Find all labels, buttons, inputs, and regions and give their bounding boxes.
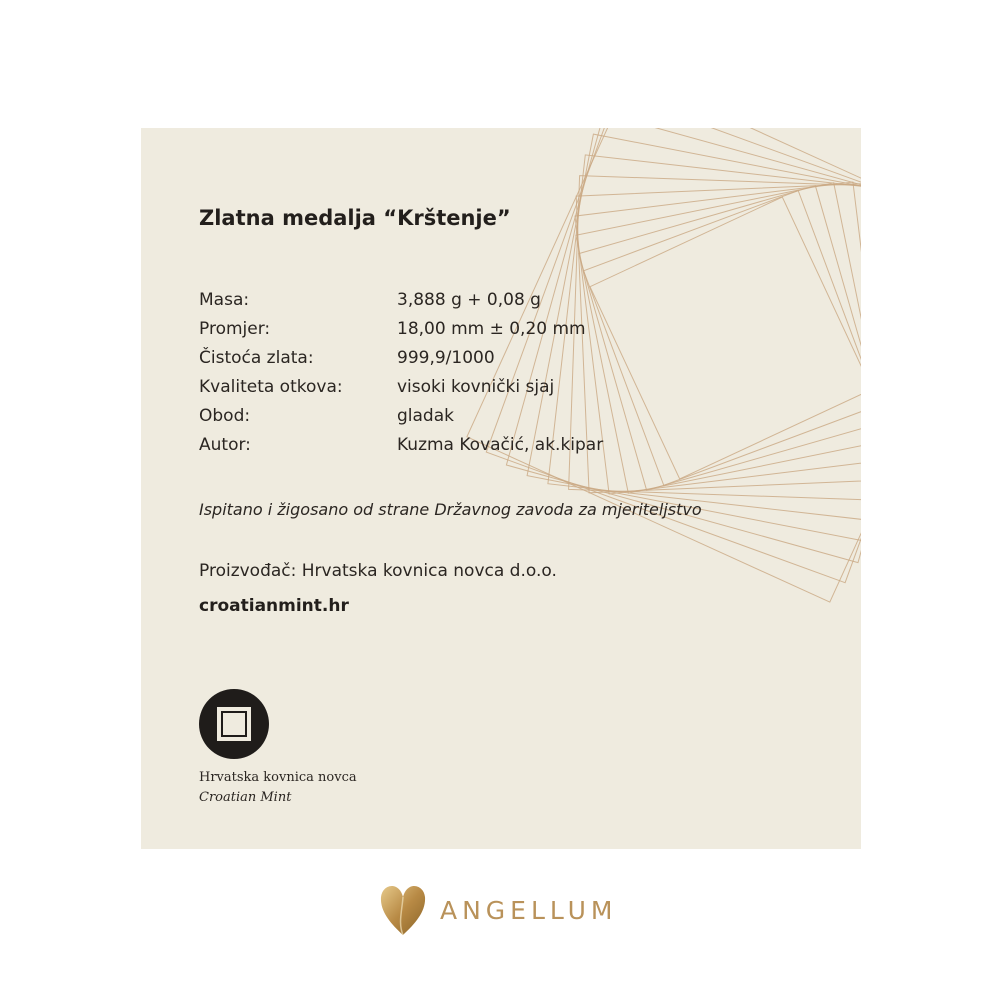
producer-line: Proizvođač: Hrvatska kovnica novca d.o.o. — [199, 561, 557, 581]
mint-name: Hrvatska kovnica novca — [199, 770, 357, 785]
brand-name: ANGELLUM — [440, 895, 618, 925]
medal-title: Zlatna medalja “Krštenje” — [199, 206, 511, 230]
spec-row-mass — [199, 286, 603, 315]
decorative-square-outline — [569, 176, 861, 501]
spec-value: visoki kovnički sjaj — [397, 377, 555, 397]
spec-value: gladak — [397, 406, 454, 426]
square-in-circle-icon — [199, 689, 269, 759]
spec-value: Kuzma Kovačić, ak.kipar — [397, 435, 604, 455]
mint-name-english: Croatian Mint — [199, 790, 292, 805]
decorative-square-outline — [575, 182, 861, 494]
spec-row-purity — [199, 344, 603, 373]
spec-row-diameter — [199, 315, 603, 344]
decorative-square-outline — [590, 197, 861, 479]
decorative-square-outline — [579, 186, 861, 490]
spec-value: 3,888 g + 0,08 g — [397, 290, 541, 310]
gold-heart-icon — [378, 883, 428, 938]
spec-label: Kvaliteta otkova: — [199, 377, 343, 397]
decorative-square-outline — [576, 183, 861, 493]
spec-row-quality — [199, 373, 603, 402]
certificate-card — [141, 128, 861, 849]
spec-label: Autor: — [199, 435, 251, 455]
spec-label: Čistoća zlata: — [199, 348, 314, 368]
spec-label: Promjer: — [199, 319, 271, 339]
brand-footer — [378, 880, 617, 940]
inspection-note: Ispitano i žigosano od strane Državnog zavoda za mjeriteljstvo — [199, 500, 702, 519]
spec-row-author — [199, 431, 603, 460]
spec-row-edge — [199, 402, 603, 431]
website-link[interactable]: croatianmint.hr — [199, 596, 349, 616]
spec-label: Masa: — [199, 290, 250, 310]
spec-label: Obod: — [199, 406, 251, 426]
spec-value: 999,9/1000 — [397, 348, 495, 368]
spec-value: 18,00 mm ± 0,20 mm — [397, 319, 586, 339]
specifications-list — [199, 286, 603, 460]
